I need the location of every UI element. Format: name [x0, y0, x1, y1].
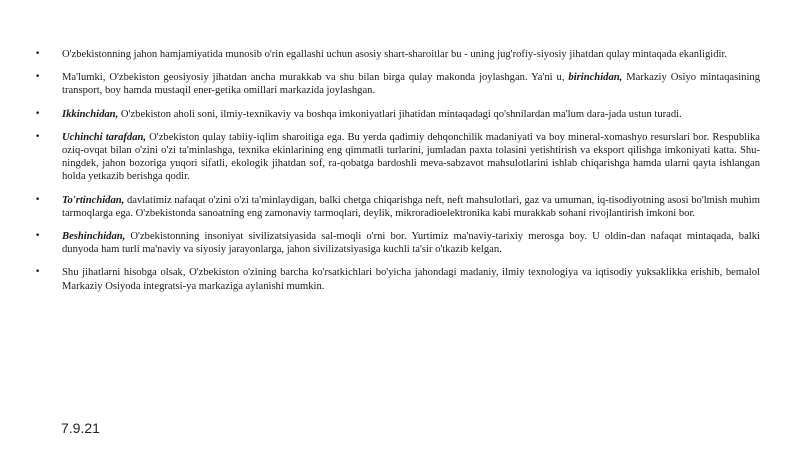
slide-date: 7.9.21 [61, 420, 100, 436]
bullet-icon: • [35, 194, 41, 205]
bullet-icon: • [35, 49, 41, 59]
bullet-lead: Uchinchi tarafdan, [62, 131, 147, 143]
bullet-text-tail: Markaziy Osiyo mintaqasining transport, boy hamda mustaqil ener-getika omillari markazida joylashgan. [62, 72, 760, 97]
bullet-item [35, 194, 760, 220]
bullet-item [35, 266, 760, 292]
bullet-icon: • [35, 231, 41, 242]
bullet-text: davlatimiz nafaqat o'zini o'zi ta'minlaydigan, balki chetga chiqarishga neft, neft mahsulotlari, gaz va umuman, iq-tisodiyotning asosi bo'lmish muhim tarmoqlarga ega. O'zbekistonda sanoatning eng zamonaviy tarmoqlari, deylik, mikroradioelektronika kabi murakkab sohani rivojlantirish imkoni bor. [62, 194, 760, 219]
bullet-text: Shu jihatlarni hisobga olsak, O'zbekiston o'zining barcha ko'rsatkichlari bo'yicha jahondagi madaniy, ilmiy texnologiya va iqtisodiy yuksaklikka erishib, bemalol Markaziy Osiyoda integratsi-ya markaziga aylanishi mumkin. [62, 267, 760, 292]
bullet-lead: To'rtinchidan, [62, 194, 125, 206]
bullet-item [35, 71, 760, 97]
bullet-lead: Ikkinchidan, [62, 108, 119, 120]
bullet-item [35, 48, 760, 61]
bullet-item [35, 230, 760, 256]
bullet-text: O'zbekiston qulay tabiiy-iqlim sharoitiga ega. Bu yerda qadimiy dehqonchilik madaniyati va boy mineral-xomashyo resurslari bor. Respublika oziq-ovqat bilan o'zini o'zi ta'minlashga, texnika ekinlarining eng qimmatli turlarini, jumladan paxta tolasini yetishtirish va eksport qilishga imkoniyati katta. Shu-ningdek, jahon bozoriga yuqori sifatli, ekologik jihatdan sof, ra-qobatga bardoshli meva-sabzavot mahsulotlarini ishlab chiqarishga hamda ularni qayta ishlangan holda yetkazib berishga qodir. [62, 131, 761, 183]
bullet-list [35, 48, 760, 303]
bullet-icon: • [35, 108, 41, 119]
bullet-emphasis: birinchidan, [568, 72, 623, 84]
bullet-text: O'zbekiston aholi soni, ilmiy-texnikaviy va boshqa imkoniyatlari jihatidan mintaqadagi qo'shnilardan ma'lum dara-jada ustun turadi. [118, 108, 682, 120]
bullet-icon: • [35, 131, 41, 142]
bullet-item [35, 108, 760, 121]
bullet-icon: • [35, 267, 41, 278]
bullet-text: Ma'lumki, O'zbekiston geosiyosiy jihatdan ancha murakkab va shu bilan birga qulay makonda joylashgan. Ya'ni u, [62, 72, 569, 84]
bullet-text: O'zbekistonning insoniyat sivilizatsiyasida sal-moqli o'rni bor. Yurtimiz ma'naviy-tarixiy merosga boy. U oldin-dan nafaqat mintaqada, balki dunyoda ham turli ma'naviy va siyosiy jarayonlarga, jahon sivilizatsiyasiga kuchli ta'sir o'tkazib kelgan. [62, 231, 760, 256]
bullet-item [35, 131, 760, 184]
bullet-lead: Beshinchidan, [62, 231, 126, 243]
bullet-icon: • [35, 72, 41, 83]
bullet-text: O'zbekistonning jahon hamjamiyatida munosib o'rin egallashi uchun asosiy shart-sharoitlar bu - uning jug'rofiy-siyosiy jihatdan qulay mintaqada ekanligidir. [62, 49, 728, 60]
